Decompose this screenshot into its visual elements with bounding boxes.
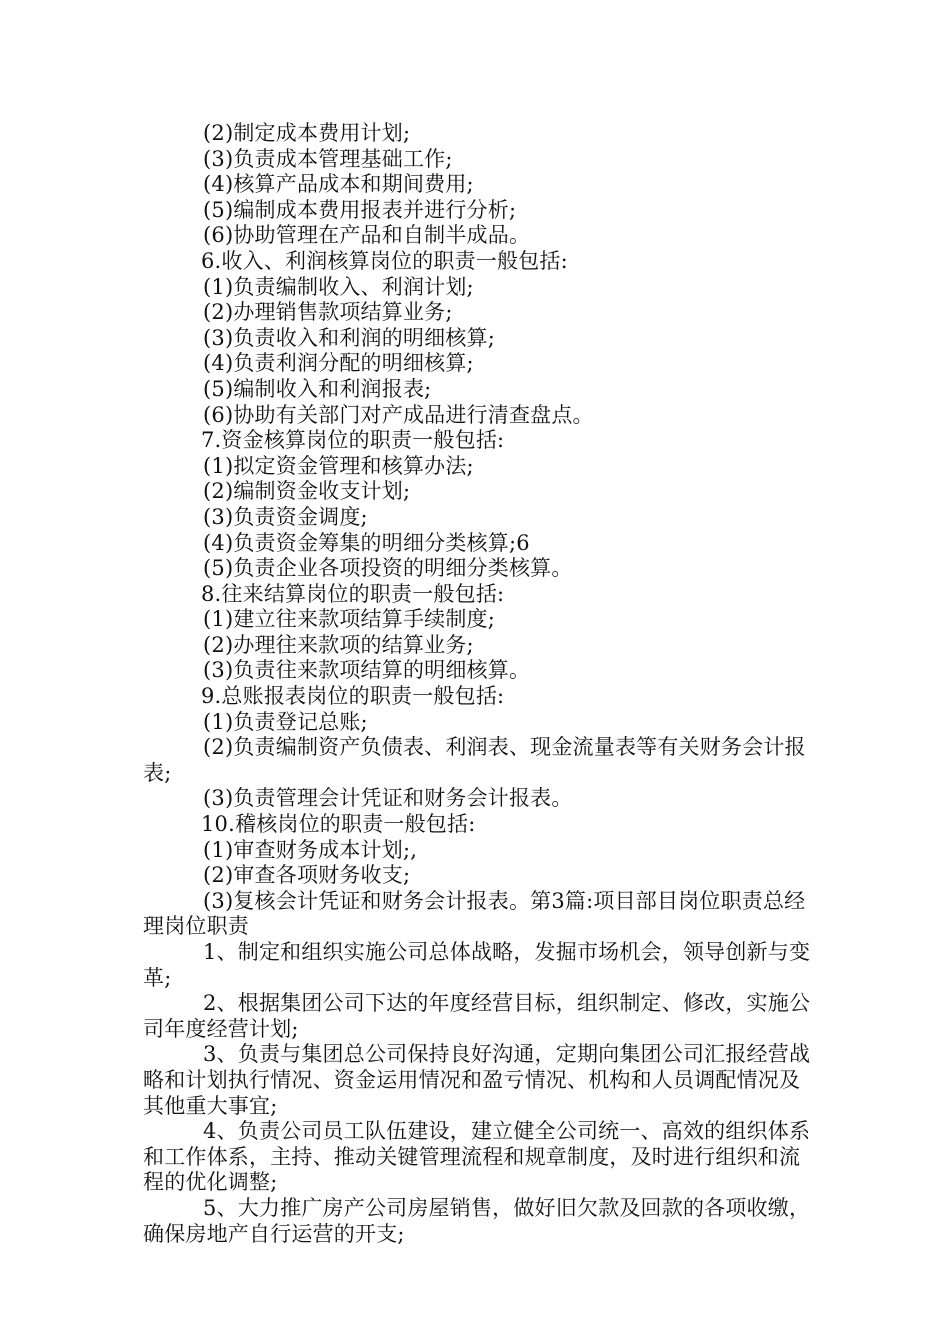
list-item: (1)负责登记总账;	[203, 709, 368, 734]
paragraph: 1、制定和组织实施公司总体战略，发掘市场机会，领导创新与变革;	[143, 940, 811, 990]
paragraph: 2、根据集团公司下达的年度经营目标，组织制定、修改，实施公司年度经营计划;	[143, 991, 811, 1041]
list-item: (2)负责编制资产负债表、利润表、现金流量表等有关财务会计报表;	[143, 735, 806, 785]
paragraph: 3、负责与集团总公司保持良好沟通，定期向集团公司汇报经营战略和计划执行情况、资金运用情况和盈亏情况、机构和人员调配情况及其他重大事宜;	[143, 1042, 811, 1118]
list-item: (4)核算产品成本和期间费用;	[203, 172, 474, 197]
paragraph: 5、大力推广房产公司房屋销售，做好旧欠款及回款的各项收缴，确保房地产自行运营的开支;	[143, 1195, 811, 1246]
list-item: (4)负责利润分配的明细核算;	[203, 351, 474, 376]
list-item: (1)建立往来款项结算手续制度;	[203, 607, 496, 632]
paragraph: 4、负责公司员工队伍建设，建立健全公司统一、高效的组织体系和工作体系，主持、推动关键管理流程和规章制度，及时进行组织和流程的优化调整;	[143, 1119, 811, 1195]
list-item: (6)协助管理在产品和自制半成品。	[203, 223, 531, 248]
list-item: (1)拟定资金管理和核算办法;	[203, 453, 474, 478]
list-item: (6)协助有关部门对产成品进行清查盘点。	[203, 402, 594, 427]
list-item: (2)制定成本费用计划;	[203, 121, 411, 145]
section-heading: 6.收入、利润核算岗位的职责一般包括:	[201, 248, 568, 273]
document-body	[143, 121, 813, 1247]
list-item: (4)负责资金筹集的明细分类核算;6	[203, 530, 530, 555]
list-item: (5)编制收入和利润报表;	[203, 376, 432, 401]
list-item: (2)办理往来款项的结算业务;	[203, 632, 474, 657]
list-item: (2)审查各项财务收支;	[203, 863, 411, 888]
list-item: (3)负责往来款项结算的明细核算。	[203, 658, 531, 683]
list-item: (3)复核会计凭证和财务会计报表。第3篇:项目部目岗位职责总经理岗位职责	[143, 888, 806, 939]
section-heading: 7.资金核算岗位的职责一般包括:	[201, 428, 505, 453]
list-item: (5)负责企业各项投资的明细分类核算。	[203, 556, 573, 581]
section-heading: 9.总账报表岗位的职责一般包括:	[201, 684, 505, 709]
section-heading: 8.往来结算岗位的职责一般包括:	[201, 581, 505, 606]
list-item: (2)办理销售款项结算业务;	[203, 300, 453, 325]
list-item: (3)负责资金调度;	[203, 504, 368, 529]
list-item: (3)负责收入和利润的明细核算;	[203, 325, 496, 350]
list-item: (5)编制成本费用报表并进行分析;	[203, 197, 517, 222]
list-item: (1)审查财务成本计划;,	[203, 837, 418, 862]
list-item: (2)编制资金收支计划;	[203, 479, 411, 504]
section-heading: 10.稽核岗位的职责一般包括:	[201, 812, 476, 837]
list-item: (1)负责编制收入、利润计划;	[203, 274, 474, 299]
list-item: (3)负责管理会计凭证和财务会计报表。	[203, 786, 573, 811]
list-item: (3)负责成本管理基础工作;	[203, 146, 453, 171]
